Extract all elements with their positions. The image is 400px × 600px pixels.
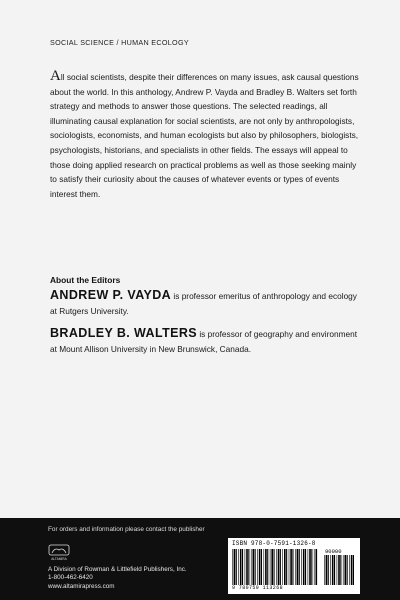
description-text: ll social scientists, despite their differences on many issues, ask causal questions about the world. In this anthology, Andrew P. Vayda and Bradley B. Walters set forth strategy and methods to answer those questions. The selected readings, all illuminating causal explanation for social scientists, are not only by anthropologists, sociologists, economists, and human ecologists but also by philosophers, biologists, psychologists, historians, and specialists in other fields. The essays will appeal to those doing applied research on practical problems as well as those seeking mainly to satisfy their curiosity about the causes of whatever events or types of events interest them. — [50, 72, 359, 199]
isbn-label: ISBN 978-0-7591-1326-8 — [232, 540, 316, 547]
about-editors-heading: About the Editors — [50, 275, 121, 285]
editor-bio-walters — [50, 326, 360, 356]
editor-name: ANDREW P. VAYDA — [50, 288, 172, 302]
barcode-digits: 9 780759 113268 — [232, 585, 284, 591]
publisher-division: A Division of Rowman & Littlefield Publishers, Inc. — [48, 566, 187, 573]
publisher-footer — [0, 518, 400, 600]
editor-bio-vayda — [50, 288, 360, 318]
editor-bio: is professor emeritus of anthropology and ecology at Rutgers University. — [50, 291, 357, 316]
isbn-barcode — [228, 538, 360, 594]
addon-code: 90000 — [325, 548, 342, 555]
drop-cap: A — [50, 68, 61, 84]
logo-text: ALTAMIRA — [51, 557, 67, 561]
altamira-logo-icon — [48, 544, 70, 562]
orders-note: For orders and information please contact the publisher — [48, 526, 205, 533]
category-label: SOCIAL SCIENCE / HUMAN ECOLOGY — [50, 38, 189, 47]
publisher-phone: 1-800-462-6420 — [48, 574, 93, 582]
publisher-info — [48, 566, 187, 591]
book-description — [50, 70, 360, 201]
publisher-website: www.altamirapress.com — [48, 582, 115, 590]
editor-bio: is professor of geography and environment at Mount Allison University in New Brunswick, Canada. — [50, 329, 358, 354]
ean-barcode-bars — [232, 549, 318, 585]
addon-barcode-bars — [324, 555, 356, 585]
editor-name: BRADLEY B. WALTERS — [50, 326, 198, 340]
